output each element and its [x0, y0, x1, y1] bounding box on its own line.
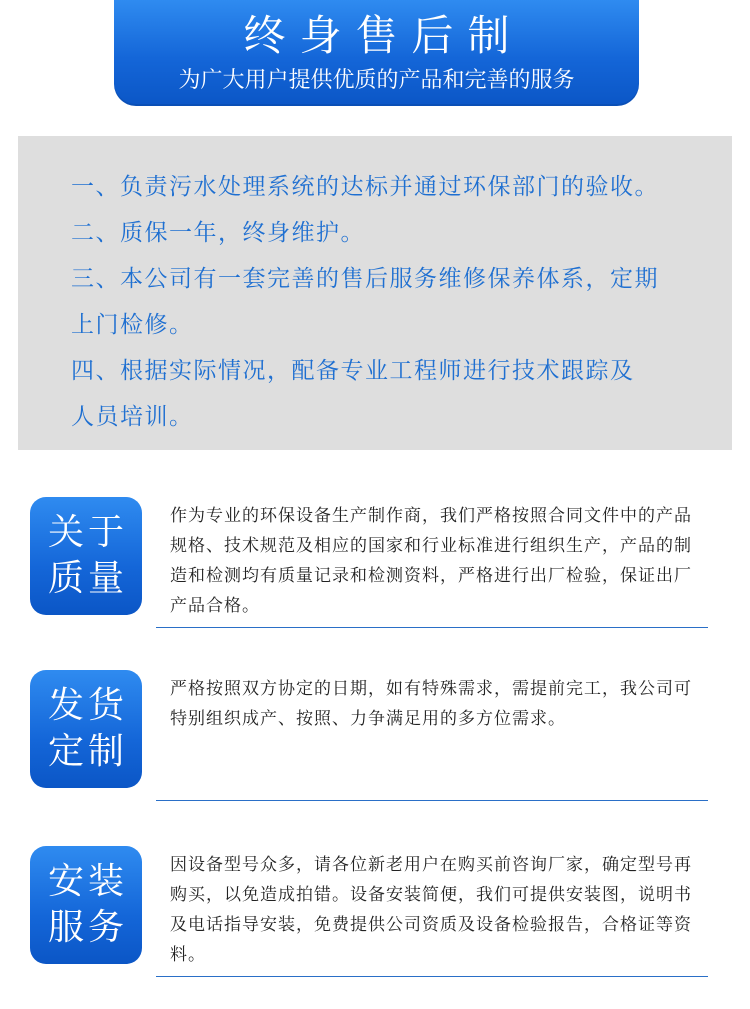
promise-line: 三、本公司有一套完善的售后服务维修保养体系，定期	[71, 266, 659, 292]
promise-line: 一、负责污水处理系统的达标并通过环保部门的验收。	[71, 174, 659, 200]
divider	[156, 976, 708, 977]
service-promise-box	[18, 136, 732, 450]
promise-line: 人员培训。	[71, 404, 194, 430]
badge-line: 服务	[47, 907, 128, 948]
header-banner	[114, 0, 639, 106]
badge-line: 质量	[47, 558, 128, 599]
promise-line: 上门检修。	[71, 312, 194, 338]
promise-line: 四、根据实际情况，配备专业工程师进行技术跟踪及	[71, 358, 635, 384]
badge-line: 发货	[47, 685, 128, 726]
badge-line: 定制	[47, 731, 128, 772]
divider	[156, 627, 708, 628]
feature-description: 严格按照双方协定的日期，如有特殊需求，需提前完工，我公司可特别组织成产、按照、力争满足用的多方位需求。	[170, 679, 692, 729]
banner-subtitle: 为广大用户提供优质的产品和完善的服务	[178, 68, 575, 93]
feature-description: 作为专业的环保设备生产制作商，我们严格按照合同文件中的产品规格、技术规范及相应的国家和行业标准进行组织生产，产品的制造和检测均有质量记录和检测资料，严格进行出厂检验，保证出厂产品合格。	[170, 506, 692, 616]
divider	[156, 800, 708, 801]
banner-title: 终身售后制	[243, 11, 524, 60]
feature-badge-quality	[30, 497, 142, 615]
promise-line: 二、质保一年，终身维护。	[71, 220, 365, 246]
feature-badge-installation	[30, 846, 142, 964]
badge-line: 关于	[47, 512, 128, 553]
badge-line: 安装	[47, 861, 128, 902]
feature-badge-shipping	[30, 670, 142, 788]
feature-description: 因设备型号众多，请各位新老用户在购买前咨询厂家，确定型号再购买，以免造成拍错。设备安装简便，我们可提供安装图，说明书及电话指导安装，免费提供公司资质及设备检验报告，合格证等资料。	[170, 855, 692, 965]
